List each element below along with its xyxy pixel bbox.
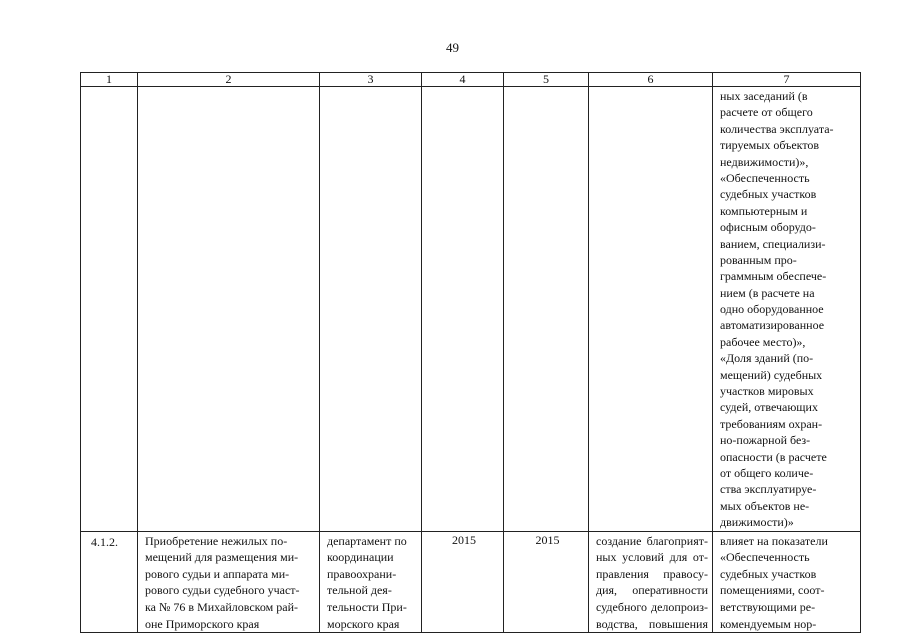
column-number-1: 1 xyxy=(81,73,138,87)
indicator-text-line: от общего количе- xyxy=(720,465,814,480)
indicator-text-line: движимости)» xyxy=(720,515,794,530)
indicator-text-line: рованным про- xyxy=(720,252,797,267)
item-number-cell xyxy=(81,531,138,633)
expected-result-line: дия, оперативности xyxy=(596,583,708,598)
column-number-6: 6 xyxy=(589,73,713,87)
indicator-text-line: автоматизированное xyxy=(720,318,825,333)
expected-result-line: правления правосу- xyxy=(596,566,708,581)
column-number-7: 7 xyxy=(713,73,861,87)
indicator-text-line: «Доля зданий (по- xyxy=(720,351,814,366)
indicator-text-line: офисным оборудо- xyxy=(720,220,816,235)
responsible-executor-line: тельной дея- xyxy=(327,583,392,598)
item-number: 4.1.2. xyxy=(91,534,118,549)
responsible-executor-line: департамент по xyxy=(327,533,407,548)
indicator-text-line: компьютерным и xyxy=(720,203,808,218)
responsible-executor-line: правоохрани- xyxy=(327,566,397,581)
activity-name-line: мещений для размещения ми- xyxy=(145,550,299,565)
end-year-cell xyxy=(504,531,589,633)
cell-empty xyxy=(504,87,589,532)
responsible-executor-line: морского края xyxy=(327,616,400,631)
responsible-executor-cell xyxy=(320,531,422,633)
indicator-text-line: одно оборудованное xyxy=(720,302,824,317)
cell-empty xyxy=(138,87,320,532)
start-year-cell xyxy=(422,531,504,633)
indicator-text-line: граммным обеспече- xyxy=(720,269,827,284)
expected-result-line: ных условий для от- xyxy=(596,550,708,565)
activity-name-line: ка № 76 в Михайловском рай- xyxy=(145,599,299,614)
indicator-text-line: тируемых объектов xyxy=(720,138,820,153)
indicator-text-line: ванием, специализи- xyxy=(720,236,826,251)
activity-name-line: Приобретение нежилых по- xyxy=(145,533,288,548)
indicator-text-line: расчете от общего xyxy=(720,105,813,120)
expected-result-line: создание благоприят- xyxy=(596,533,708,548)
indicator-text-line: ства эксплуатируе- xyxy=(720,482,817,497)
indicator-text-line: нием (в расчете на xyxy=(720,285,815,300)
activity-name-line: рового судьи и аппарата ми- xyxy=(145,566,290,581)
cell-empty xyxy=(589,87,713,532)
indicator-text-line: судебных участков xyxy=(720,566,817,581)
indicator-text-line: участков мировых xyxy=(720,384,814,399)
indicator-text-line: но-пожарной без- xyxy=(720,433,811,448)
indicator-text-line: требованиям охран- xyxy=(720,416,823,431)
indicator-text-line: рабочее место)», xyxy=(720,334,806,349)
indicators-cell xyxy=(713,531,861,633)
expected-result-line: водства, повышения xyxy=(596,616,708,631)
indicator-text-line: судебных участков xyxy=(720,187,817,202)
table-row xyxy=(81,531,861,633)
indicator-text-line: судей, отвечающих xyxy=(720,400,818,415)
indicators-cell xyxy=(713,87,861,532)
expected-result-line: судебного делопроиз- xyxy=(596,599,708,614)
indicator-text-line: ных заседаний (в xyxy=(720,89,808,103)
indicator-text-line: мых объектов не- xyxy=(720,498,810,513)
column-number-row xyxy=(81,73,861,87)
start-year: 2015 xyxy=(452,532,476,547)
end-year: 2015 xyxy=(535,532,560,547)
responsible-executor-line: тельности При- xyxy=(327,599,407,614)
activity-name-line: оне Приморского края xyxy=(145,616,260,631)
indicator-text-line: комендуемым нор- xyxy=(720,616,817,631)
indicator-text-line: количества эксплуата- xyxy=(720,121,834,136)
responsible-executor-line: координации xyxy=(327,550,394,565)
page-number: 49 xyxy=(446,40,459,55)
indicator-text-line: помещениями, соот- xyxy=(720,583,825,598)
indicator-text-line: влияет на показатели xyxy=(720,533,828,548)
column-number-4: 4 xyxy=(422,73,504,87)
activity-name-cell xyxy=(138,531,320,633)
cell-empty xyxy=(81,87,138,532)
expected-result-cell xyxy=(589,531,713,633)
column-number-3: 3 xyxy=(320,73,422,87)
indicator-text-line: «Обеспеченность xyxy=(720,550,810,565)
indicator-text-line: «Обеспеченность xyxy=(720,170,810,185)
indicator-text-line: опасности (в расчете xyxy=(720,449,827,464)
column-number-5: 5 xyxy=(504,73,589,87)
table-row-continuation xyxy=(81,87,861,532)
activity-name-line: рового судьи судебного участ- xyxy=(145,583,300,598)
program-activities-table xyxy=(80,72,861,633)
cell-empty xyxy=(422,87,504,532)
column-number-2: 2 xyxy=(138,73,320,87)
cell-empty xyxy=(320,87,422,532)
indicator-text-line: мещений) судебных xyxy=(720,367,823,382)
indicator-text-line: недвижимости)», xyxy=(720,154,809,169)
indicator-text-line: ветствующими ре- xyxy=(720,599,816,614)
